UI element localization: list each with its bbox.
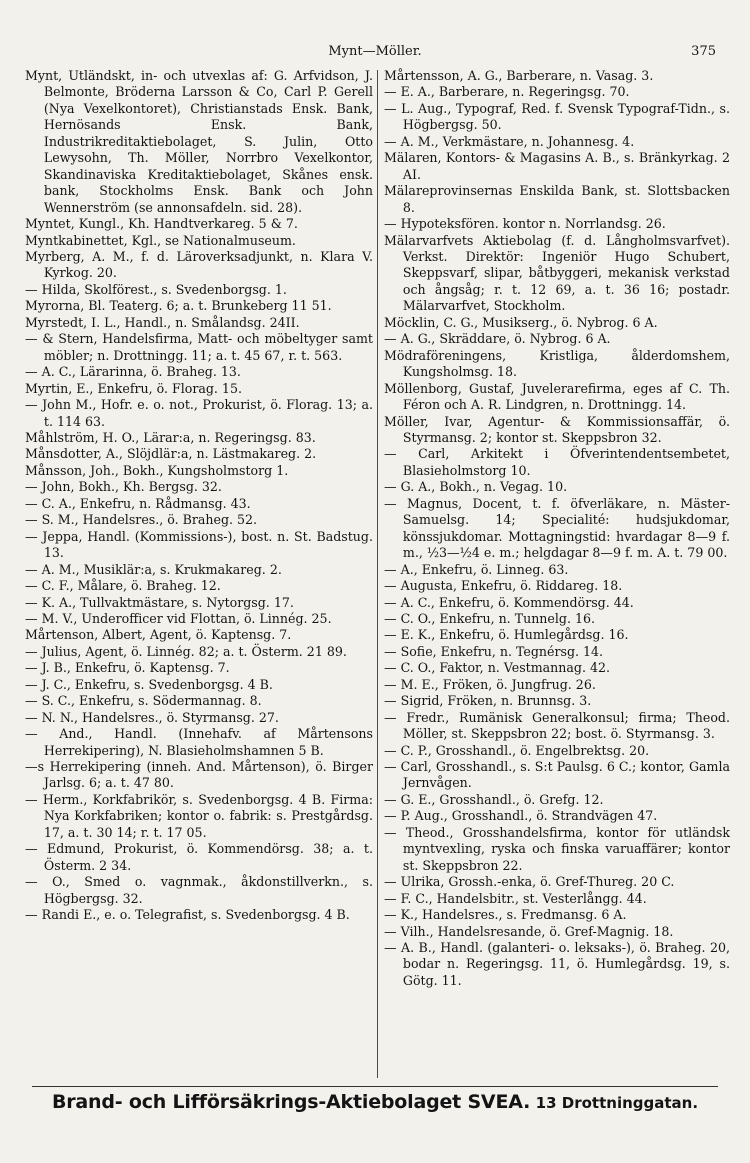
directory-entry: — K., Handelsres., s. Fredmansg. 6 A. <box>384 907 627 923</box>
running-title: Mynt—Möller. <box>328 44 422 59</box>
directory-entry: — L. Aug., Typograf, Red. f. Svensk Typograf-Tidn., s. Högbergsg. 50. <box>384 100 730 133</box>
directory-entry: — Edmund, Prokurist, ö. Kommendörsg. 38; a. t. Österm. 2 34. <box>25 841 373 873</box>
directory-entry: Månsdotter, A., Slöjdlär:a, n. Lästmakareg. 2. <box>25 446 317 462</box>
directory-entry: — M. V., Underofficer vid Flottan, ö. Linnég. 25. <box>25 610 332 626</box>
directory-entry: — J. B., Enkefru, ö. Kaptensg. 7. <box>25 660 230 676</box>
directory-entry: — A. M., Musiklär:a, s. Krukmakareg. 2. <box>25 561 282 577</box>
directory-entry: — Sofie, Enkefru, n. Tegnérsg. 14. <box>384 643 604 659</box>
directory-entry: Måhlström, H. O., Lärar:a, n. Regeringsg. 83. <box>25 429 316 445</box>
directory-entry: — C. P., Grosshandl., ö. Engelbrektsg. 20. <box>384 742 650 758</box>
directory-entry: Myrorna, Bl. Teaterg. 6; a. t. Brunkeberg 11 51. <box>25 298 332 314</box>
directory-entry: — Hypoteksfören. kontor n. Norrlandsg. 26. <box>384 216 666 232</box>
directory-entry: Mälareprovinsernas Enskilda Bank, st. Slottsbacken 8. <box>384 183 730 215</box>
directory-entry: Myrberg, A. M., f. d. Läroverksadjunkt, n. Klara V. Kyrkog. 20. <box>25 248 373 281</box>
directory-entry: Mälaren, Kontors- & Magasins A. B., s. Bränkyrkag. 2 AI. <box>384 150 730 182</box>
directory-entry: —s Herrekipering (inneh. And. Mårtenson), ö. Birger Jarlsg. 6; a. t. 47 80. <box>25 759 373 791</box>
directory-entry: — Hilda, Skolförest., s. Svedenborgsg. 1. <box>25 281 287 297</box>
directory-entry: Myntet, Kungl., Kh. Handtverkareg. 5 & 7. <box>25 216 298 232</box>
right-column <box>384 68 730 989</box>
directory-entry: — Augusta, Enkefru, ö. Riddareg. 18. <box>384 578 623 594</box>
directory-entry: — Magnus, Docent, t. f. öfverläkare, n. Mäster-Samuelsg. 14; Specialité: hudsjukdomar, könssjukdomar. Mottagningstid: hvardagar 8—9 f. m., ½3—½4 e. m.; helgdagar 8—9 f. m. A. t. 79 00. <box>384 495 730 561</box>
directory-entry: — S. C., Enkefru, s. Södermannag. 8. <box>25 693 262 709</box>
directory-entry: — C. A., Enkefru, n. Rådmansg. 43. <box>25 495 251 511</box>
directory-entry: — John, Bokh., Kh. Bergsg. 32. <box>25 479 222 495</box>
directory-entry: — K. A., Tullvaktmästare, s. Nytorgsg. 17. <box>25 594 294 610</box>
directory-entry: — Fredr., Rumänisk Generalkonsul; firma; Theod. Möller, st. Skeppsbron 22; bost. ö. Styrmansg. 3. <box>384 709 730 742</box>
page-number: 375 <box>691 44 716 59</box>
directory-entry: — F. C., Handelsbitr., st. Vesterlångg. 44. <box>384 890 647 906</box>
directory-entry: — A. B., Handl. (galanteri- o. leksaks-), ö. Braheg. 20, bodar n. Regeringsg. 11, ö. Humlegårdsg. 19, s. Götg. 11. <box>384 940 730 988</box>
directory-entry: Möcklin, C. G., Musikserg., ö. Nybrog. 6 A. <box>384 314 658 330</box>
footer-company: Brand- och Lifförsäkrings-Aktiebolaget SVEA. <box>51 1091 531 1113</box>
directory-entry: — Carl, Grosshandl., s. S:t Paulsg. 6 C.; kontor, Gamla Jernvågen. <box>384 759 730 791</box>
footer-advertisement <box>0 1091 750 1113</box>
directory-entry: — J. C., Enkefru, s. Svedenborgsg. 4 B. <box>25 676 273 692</box>
footer-address: 13 Drottninggatan. <box>535 1094 699 1112</box>
directory-entry: — Ulrika, Grossh.-enka, ö. Gref-Thureg. 20 C. <box>384 874 675 890</box>
directory-entry: Månsson, Joh., Bokh., Kungsholmstorg 1. <box>25 462 289 478</box>
directory-entry: — C. O., Faktor, n. Vestmannag. 42. <box>384 660 611 676</box>
directory-entry: — And., Handl. (Innehafv. af Mårtensons Herrekipering), N. Blasieholmshamnen 5 B. <box>25 726 373 758</box>
footer-rule <box>32 1086 718 1087</box>
directory-entry: — M. E., Fröken, ö. Jungfrug. 26. <box>384 676 596 692</box>
directory-entry: — E. A., Barberare, n. Regeringsg. 70. <box>384 84 630 100</box>
directory-entry: — Vilh., Handelsresande, ö. Gref-Magnig. 18. <box>384 923 674 939</box>
directory-entry: Myrstedt, I. L., Handl., n. Smålandsg. 24II. <box>25 314 300 330</box>
left-column <box>25 68 373 924</box>
directory-entry: Myrtin, E., Enkefru, ö. Florag. 15. <box>25 380 242 396</box>
directory-entry: — O., Smed o. vagnmak., åkdonstillverkn., s. Högbergsg. 32. <box>25 874 373 906</box>
directory-entry: — N. N., Handelsres., ö. Styrmansg. 27. <box>25 709 279 725</box>
directory-entry: Mårtenson, Albert, Agent, ö. Kaptensg. 7. <box>25 627 292 643</box>
directory-entry: — Theod., Grosshandelsfirma, kontor för utländsk myntvexling, ryska och finska varuaffärer; kontor st. Skeppsbron 22. <box>384 824 730 873</box>
directory-entry: — A. G., Skräddare, ö. Nybrog. 6 A. <box>384 331 611 347</box>
directory-entry: — Carl, Arkitekt i Öfverintendentsembetet, Blasieholmstorg 10. <box>384 446 730 478</box>
directory-entry: — G. E., Grosshandl., ö. Grefg. 12. <box>384 791 604 807</box>
directory-entry: Mödraföreningens, Kristliga, ålderdomshem, Kungsholmsg. 18. <box>384 347 730 380</box>
directory-entry: — Randi E., e. o. Telegrafist, s. Svedenborgsg. 4 B. <box>25 907 350 923</box>
directory-entry: — A. C., Lärarinna, ö. Braheg. 13. <box>25 364 241 380</box>
directory-entry: Möller, Ivar, Agentur- & Kommissionsaffär, ö. Styrmansg. 2; kontor st. Skeppsbron 32. <box>384 413 730 445</box>
directory-entry: — A. C., Enkefru, ö. Kommendörsg. 44. <box>384 594 634 610</box>
directory-entry: — John M., Hofr. e. o. not., Prokurist, ö. Florag. 13; a. t. 114 63. <box>25 397 373 429</box>
directory-entry: — C. O., Enkefru, n. Tunnelg. 16. <box>384 610 596 626</box>
directory-entry: — P. Aug., Grosshandl., ö. Strandvägen 47. <box>384 808 658 824</box>
directory-entry: Mälarvarfvets Aktiebolag (f. d. Långholmsvarfvet). Verkst. Direktör: Ingeniör Hugo Schubert, Skeppsvarf, slipar, båtbyggeri, mekanisk verkstad och ångsåg; r. t. 12 69, a. t. 36 16; postadr. Mälarvarfvet, Stockholm. <box>384 232 730 314</box>
column-divider <box>377 70 378 1078</box>
directory-entry: Myntkabinettet, Kgl., se Nationalmuseum. <box>25 232 296 248</box>
directory-entry: Mynt, Utländskt, in- och utvexlas af: G. Arfvidson, J. Belmonte, Bröderna Larsson & Co, Carl P. Gerell (Nya Vexelkontoret), Christianstads Ensk. Bank, Hernösands Ensk. Bank, Industrikreditaktiebolaget, S. Julin, Otto Lewysohn, Th. Möller, Norrbro Vexelkontor, Skandinaviska Kreditaktiebolaget, Skånes ensk. bank, Stockholms Ensk. Bank och John Wennerström (se annonsafdeln. sid. 28). <box>25 68 373 215</box>
directory-entry: — A., Enkefru, ö. Linneg. 63. <box>384 561 569 577</box>
directory-entry: — Jeppa, Handl. (Kommissions-), bost. n. St. Badstug. 13. <box>25 528 373 561</box>
directory-entry: — A. M., Verkmästare, n. Johannesg. 4. <box>384 133 635 149</box>
directory-entry: Mårtensson, A. G., Barberare, n. Vasag. 3. <box>384 68 654 83</box>
directory-entry: — G. A., Bokh., n. Vegag. 10. <box>384 479 568 495</box>
directory-entry: — Sigrid, Fröken, n. Brunnsg. 3. <box>384 693 592 709</box>
page-header <box>0 44 750 64</box>
directory-entry: Möllenborg, Gustaf, Juvelerarefirma, eges af C. Th. Féron och A. R. Lindgren, n. Drottningg. 14. <box>384 380 730 413</box>
directory-entry: — S. M., Handelsres., ö. Braheg. 52. <box>25 512 258 528</box>
directory-entry: — C. F., Målare, ö. Braheg. 12. <box>25 578 221 594</box>
directory-entry: — Herm., Korkfabrikör, s. Svedenborgsg. 4 B. Firma: Nya Korkfabriken; kontor o. fabrik: s. Prestgårdsg. 17, a. t. 30 14; r. t. 17 05. <box>25 791 373 840</box>
directory-entry: — E. K., Enkefru, ö. Humlegårdsg. 16. <box>384 627 629 643</box>
directory-entry: — Julius, Agent, ö. Linnég. 82; a. t. Österm. 21 89. <box>25 643 347 659</box>
directory-entry: — & Stern, Handelsfirma, Matt- och möbeltyger samt möbler; n. Drottningg. 11; a. t. 45 67, r. t. 563. <box>25 331 373 363</box>
